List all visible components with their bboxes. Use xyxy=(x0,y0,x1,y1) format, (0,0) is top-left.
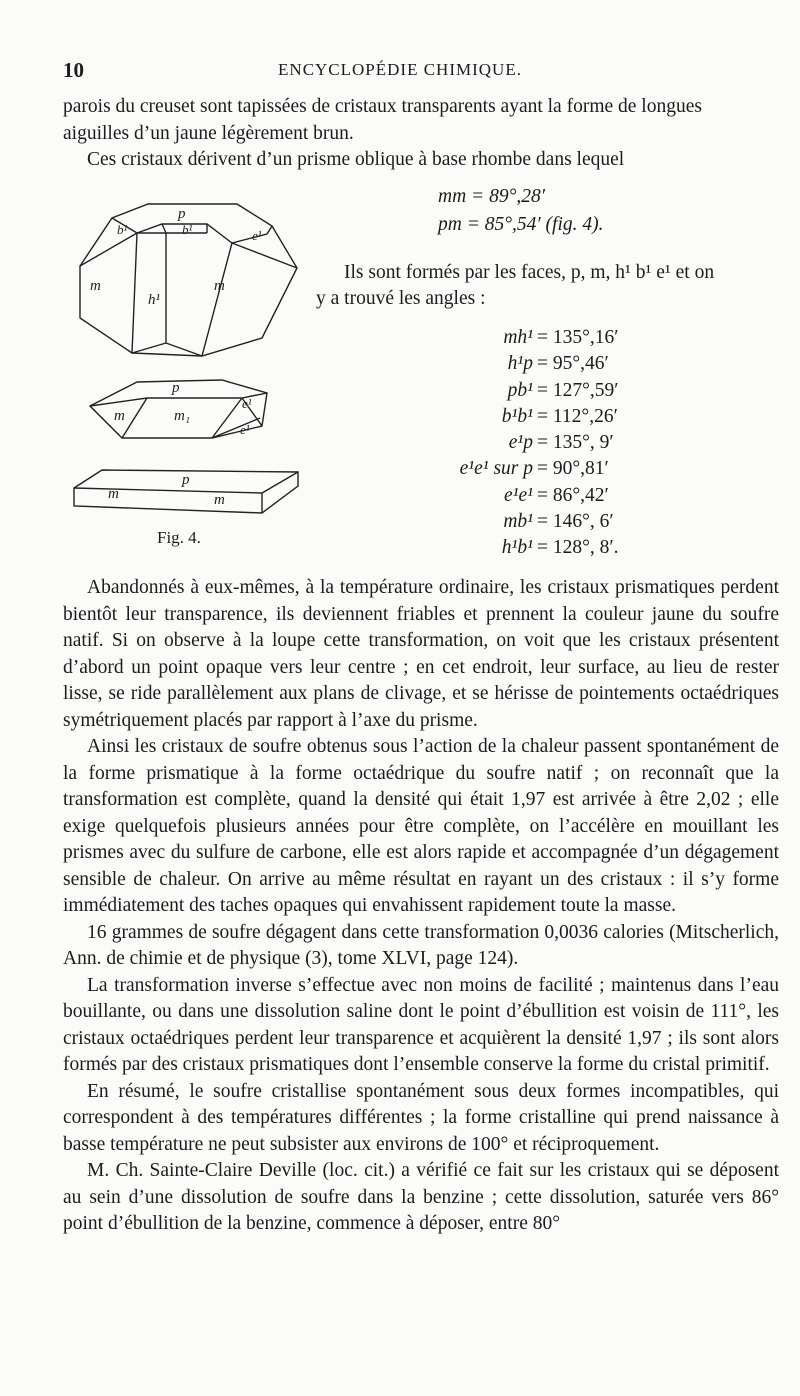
angle-row xyxy=(423,406,683,432)
angle-row xyxy=(423,537,683,563)
angle-value: = 128°, 8′. xyxy=(537,537,619,559)
angle-value: = 127°,59′ xyxy=(537,379,619,401)
angle-value: = 146°, 6′ xyxy=(537,511,614,533)
angle-label: b¹b¹ xyxy=(501,405,533,427)
angle-label: h¹b¹ xyxy=(501,537,533,559)
angle-row xyxy=(423,432,683,458)
formula-pm: pm = 85°,54′ (fig. 4). xyxy=(438,214,604,235)
angle-value: = 135°, 9′ xyxy=(537,432,614,454)
figure-label-m-3: m xyxy=(114,408,125,424)
figure-label-e1-2: e¹ xyxy=(242,396,252,411)
angle-label: e¹p xyxy=(508,432,533,454)
figure-label-m-2: m xyxy=(214,278,225,294)
top-text xyxy=(63,94,779,174)
angle-value: = 95°,46′ xyxy=(537,353,609,375)
angle-row xyxy=(423,353,683,379)
figure-label-p: p xyxy=(178,206,186,222)
figure-label-m1: m₁ xyxy=(174,408,191,424)
angle-row xyxy=(423,458,683,484)
figure-label-m-4: m xyxy=(108,486,119,502)
figure-label-h1: h¹ xyxy=(148,292,160,308)
angle-label: pb¹ xyxy=(507,379,533,401)
faces-line: Ils sont formés par les faces, p, m, h¹ b¹ e¹ et on xyxy=(344,262,715,283)
running-head: ENCYCLOPÉDIE CHIMIQUE. xyxy=(278,60,522,79)
angle-label: e¹e¹ sur p xyxy=(459,458,533,480)
formula-mm: mm = 89°,28′ xyxy=(438,186,546,207)
faces-line-2: y a trouvé les angles : xyxy=(316,288,486,309)
paragraph: 16 grammes de soufre dégagent dans cette transformation 0,0036 calories (Mitscherlich, Ann. de chimie et de physique (3), tome XLVI, page 124). xyxy=(63,921,779,969)
angle-label: mb¹ xyxy=(503,511,533,533)
figure-label-e1-3: e¹ xyxy=(240,422,250,437)
page-number: 10 xyxy=(63,58,84,82)
body-text xyxy=(63,575,779,1238)
paragraph: La transformation inverse s’effectue avec non moins de facilité ; maintenus dans l’eau bouillante, ou dans une dissolution saline dont le point d’ébullition est voisin de 111°, les cristaux octaédriques perdent leur transparence et acquièrent la densité 1,97 ; ils sont alors formés par des cristaux prismatiques dont l’ensemble conserve la forme du cristal primitif. xyxy=(63,974,779,1075)
angle-value: = 112°,26′ xyxy=(537,405,618,427)
figure-label-e1: e¹ xyxy=(252,228,262,243)
angle-label: h¹p xyxy=(507,353,533,375)
figure-label-b1-2: b¹ xyxy=(182,222,193,237)
angle-label: mh¹ xyxy=(503,327,533,348)
angle-row xyxy=(423,511,683,537)
figure-label-p-2: p xyxy=(172,380,180,396)
figure-label-m-5: m xyxy=(214,492,225,508)
figure-label-p-3: p xyxy=(182,472,190,488)
angle-value: = 90°,81′ xyxy=(537,458,609,480)
figure-label-m: m xyxy=(90,278,101,294)
paragraph: Abandonnés à eux-mêmes, à la température ordinaire, les cristaux prismatiques perdent bientôt leur transparence, ils deviennent friables et prennent la couleur jaune du soufre natif. Si on observe à la loupe cette transformation, on voit que les cristaux présentent d’abord un point opaque vers leur centre ; en cet endroit, leur surface, au lieu de rester lisse, se ride parallèlement aux plans de clivage, et se hérisse de pointements octaédriques symétriquement placés par rapport à l’axe du prisme. xyxy=(63,577,779,731)
text-line: aiguilles d’un jaune légèrement brun. xyxy=(63,122,354,144)
angle-value: = 86°,42′ xyxy=(537,484,609,506)
angle-value: = 135°,16′ xyxy=(537,327,619,348)
angle-label: e¹e¹ xyxy=(503,484,533,506)
paragraph: M. Ch. Sainte-Claire Deville (loc. cit.) a vérifié ce fait sur les cristaux qui se déposent au sein d’une dissolution de soufre dans la benzine ; cette dissolution, saturée vers 86° point d’ébullition de la benzine, commence à déposer, entre 80° xyxy=(63,1160,779,1234)
angle-row xyxy=(423,327,683,353)
paragraph: En résumé, le soufre cristallise spontanément sous deux formes incompatibles, qui correspondent à des températures différentes ; la forme cristalline qui prend naissance à basse température ne peut subsister aux environs de 100° et réciproquement. xyxy=(63,1080,779,1155)
figure-caption: Fig. 4. xyxy=(157,528,201,547)
angle-row xyxy=(423,380,683,406)
crystal-figure xyxy=(62,188,434,558)
angle-row xyxy=(423,485,683,511)
angles-table xyxy=(423,327,683,564)
text-line: parois du creuset sont tapissées de cristaux transparents ayant la forme de longues xyxy=(63,96,702,117)
text-line: Ces cristaux dérivent d’un prisme oblique à base rhombe dans lequel xyxy=(87,149,625,170)
paragraph: Ainsi les cristaux de soufre obtenus sous l’action de la chaleur passent spontanément de la forme prismatique à la forme octaédrique du soufre natif ; on reconnaît que la transformation est complète, quand la densité qui était 1,97 est arrivée à être 2,02 ; elle exige quelquefois plusieurs années pour être complète, on l’accélère en mouillant les prismes avec du sulfure de carbone, elle est alors rapide et accompagnée d’un dégagement sensible de chaleur. On arrive au même résultat en rayant un des cristaux : il s’y forme immédiatement des taches opaques qui envahissent rapidement toute la masse. xyxy=(63,736,779,916)
figure-label-b1: b¹ xyxy=(117,222,128,237)
page-header xyxy=(0,58,800,88)
